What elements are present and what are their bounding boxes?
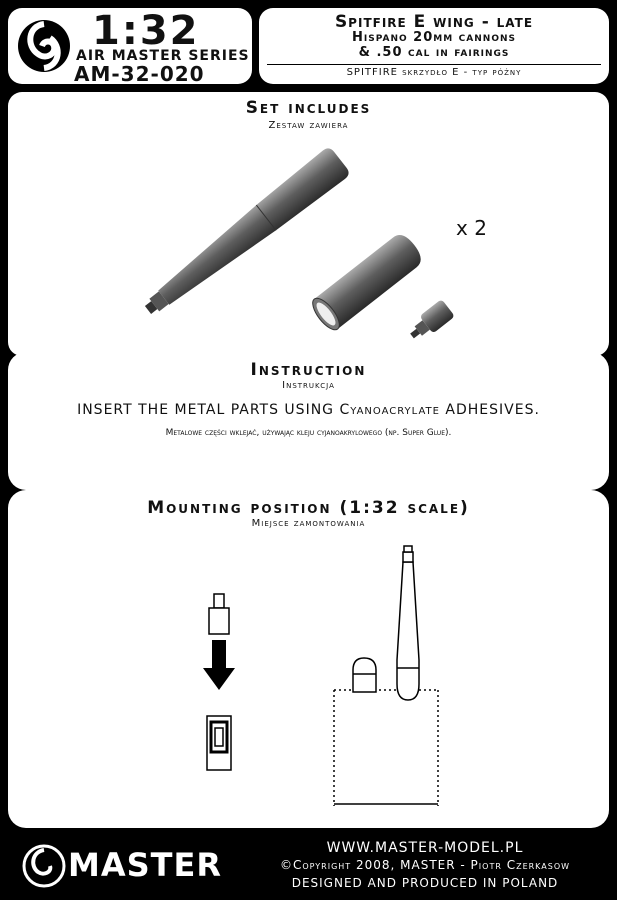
- product-title-line2: Hispano 20mm cannons: [352, 30, 516, 45]
- series-label: AIR MASTER SERIES: [76, 48, 250, 64]
- arrow-down-icon: [203, 640, 235, 690]
- mounting-title: Mounting position (1:32 scale): [147, 498, 470, 518]
- title-divider: [267, 64, 601, 65]
- product-title-polish: SPITFIRE skrzydło E - typ późny: [346, 67, 522, 78]
- instruction-text-en: INSERT THE METAL PARTS USING Cyanoacrylate ADHESIVES.: [77, 402, 540, 418]
- fairing-part: [308, 230, 426, 334]
- product-code: AM-32-020: [74, 62, 205, 86]
- website-url: WWW.MASTER-MODEL.PL: [326, 840, 524, 856]
- instruction-text-pl: Metalowe części wklejać, używając kleju cyjanoakrylowego (np. Super Glue).: [165, 428, 452, 438]
- instruction-subtitle: Instrukcja: [282, 380, 335, 391]
- section-set-includes: [8, 92, 609, 356]
- section-instruction: [8, 352, 609, 490]
- product-title: Spitfire E wing - late: [334, 12, 534, 32]
- produced-text: DESIGNED AND PRODUCED IN POLAND: [291, 876, 559, 890]
- scale-label: 1:32: [92, 8, 200, 54]
- header-title-box: [259, 8, 609, 84]
- section-mounting-position: [8, 490, 609, 828]
- instruction-title: Instruction: [250, 360, 367, 380]
- muzzle-tip-part: [405, 299, 455, 345]
- master-logo-icon: [22, 844, 66, 888]
- small-part-outline: [214, 594, 224, 608]
- wing-outline: [334, 690, 438, 806]
- parts-illustration: [8, 92, 609, 356]
- product-title-line3: & .50 cal in fairings: [358, 45, 510, 60]
- brand-wordmark: MASTER: [68, 846, 222, 884]
- set-includes-title: Set includes: [245, 98, 372, 118]
- quantity-label: x 2: [456, 216, 487, 240]
- fairing-outline: [353, 658, 376, 692]
- copyright-text: ©Copyright 2008, MASTER - Piotr Czerkasow: [279, 858, 571, 872]
- header-logo-box: [8, 8, 252, 84]
- mounting-subtitle: Miejsce zamontowania: [251, 518, 366, 529]
- set-includes-subtitle: Zestaw zawiera: [268, 120, 349, 131]
- cannon-outline: [397, 562, 419, 700]
- mounting-diagram: [8, 490, 609, 828]
- footer: [0, 828, 617, 900]
- master-logo-icon: [16, 14, 72, 78]
